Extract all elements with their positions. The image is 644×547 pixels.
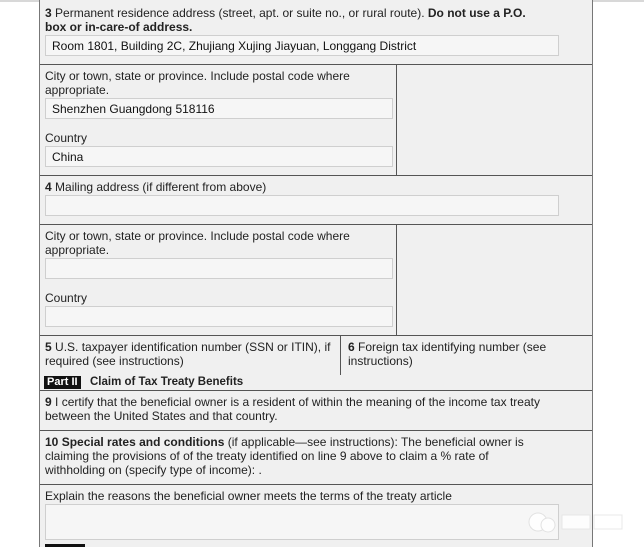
divider <box>40 224 592 225</box>
divider <box>40 175 592 176</box>
section-6-label <box>348 340 584 368</box>
explain-textarea[interactable] <box>45 504 559 540</box>
section-10-title: Special rates and conditions <box>61 435 225 449</box>
section-4-text: Mailing address (if different from above) <box>55 180 267 194</box>
permanent-country-input[interactable] <box>45 146 393 167</box>
form-panel <box>39 0 593 547</box>
section-10-label <box>45 435 550 477</box>
section-3-city-label: City or town, state or province. Include postal code where appropriate. <box>45 69 350 97</box>
section-3-bold-note: Do not use a P.O. box or in-care-of address. <box>45 6 526 34</box>
section-5-number: 5 <box>45 340 52 354</box>
section-4-country-label: Country <box>45 291 88 305</box>
column-divider <box>396 64 397 175</box>
column-divider <box>396 224 397 335</box>
section-5-text: U.S. taxpayer identification number (SSN or ITIN), if required (see instructions) <box>45 340 331 368</box>
column-divider <box>340 335 341 375</box>
mailing-city-input[interactable] <box>45 258 393 279</box>
permanent-city-input[interactable] <box>45 98 393 119</box>
part-2-tag: Part II <box>44 376 81 389</box>
section-4-label <box>45 180 545 194</box>
section-3-country-label: Country <box>45 131 88 145</box>
part-2-title: Claim of Tax Treaty Benefits <box>90 376 244 388</box>
permanent-address-input[interactable] <box>45 35 559 56</box>
divider <box>40 430 592 431</box>
section-3-text: Permanent residence address (street, apt. or suite no., or rural route). <box>55 6 425 20</box>
section-3-label <box>45 6 545 34</box>
explain-label: Explain the reasons the beneficial owner meets the terms of the treaty article <box>45 489 452 503</box>
section-6-number: 6 <box>348 340 355 354</box>
part-2-header <box>40 375 592 390</box>
section-4-number: 4 <box>45 180 52 194</box>
section-9-number: 9 <box>45 395 52 409</box>
mailing-address-input[interactable] <box>45 195 559 216</box>
watermark-icon <box>520 505 630 539</box>
section-3-number: 3 <box>45 6 52 20</box>
section-5-label <box>45 340 337 368</box>
section-10-number: 10 <box>45 435 59 449</box>
section-9-label <box>45 395 565 423</box>
section-10-text: (if applicable—see instructions): The beneficial owner is claiming the provisions of of the treaty identified on line 9 above to claim a % rate of withholding on (specify type of income): . <box>45 435 524 477</box>
divider <box>40 64 592 65</box>
divider <box>40 390 592 391</box>
mailing-country-input[interactable] <box>45 306 393 327</box>
section-9-text: I certify that the beneficial owner is a resident of within the meaning of the income tax treaty between the United States and that country. <box>45 395 540 423</box>
divider <box>40 335 592 336</box>
section-4-city-label: City or town, state or province. Include postal code where appropriate. <box>45 229 350 257</box>
section-6-text: Foreign tax identifying number (see instructions) <box>348 340 547 368</box>
divider <box>40 484 592 485</box>
